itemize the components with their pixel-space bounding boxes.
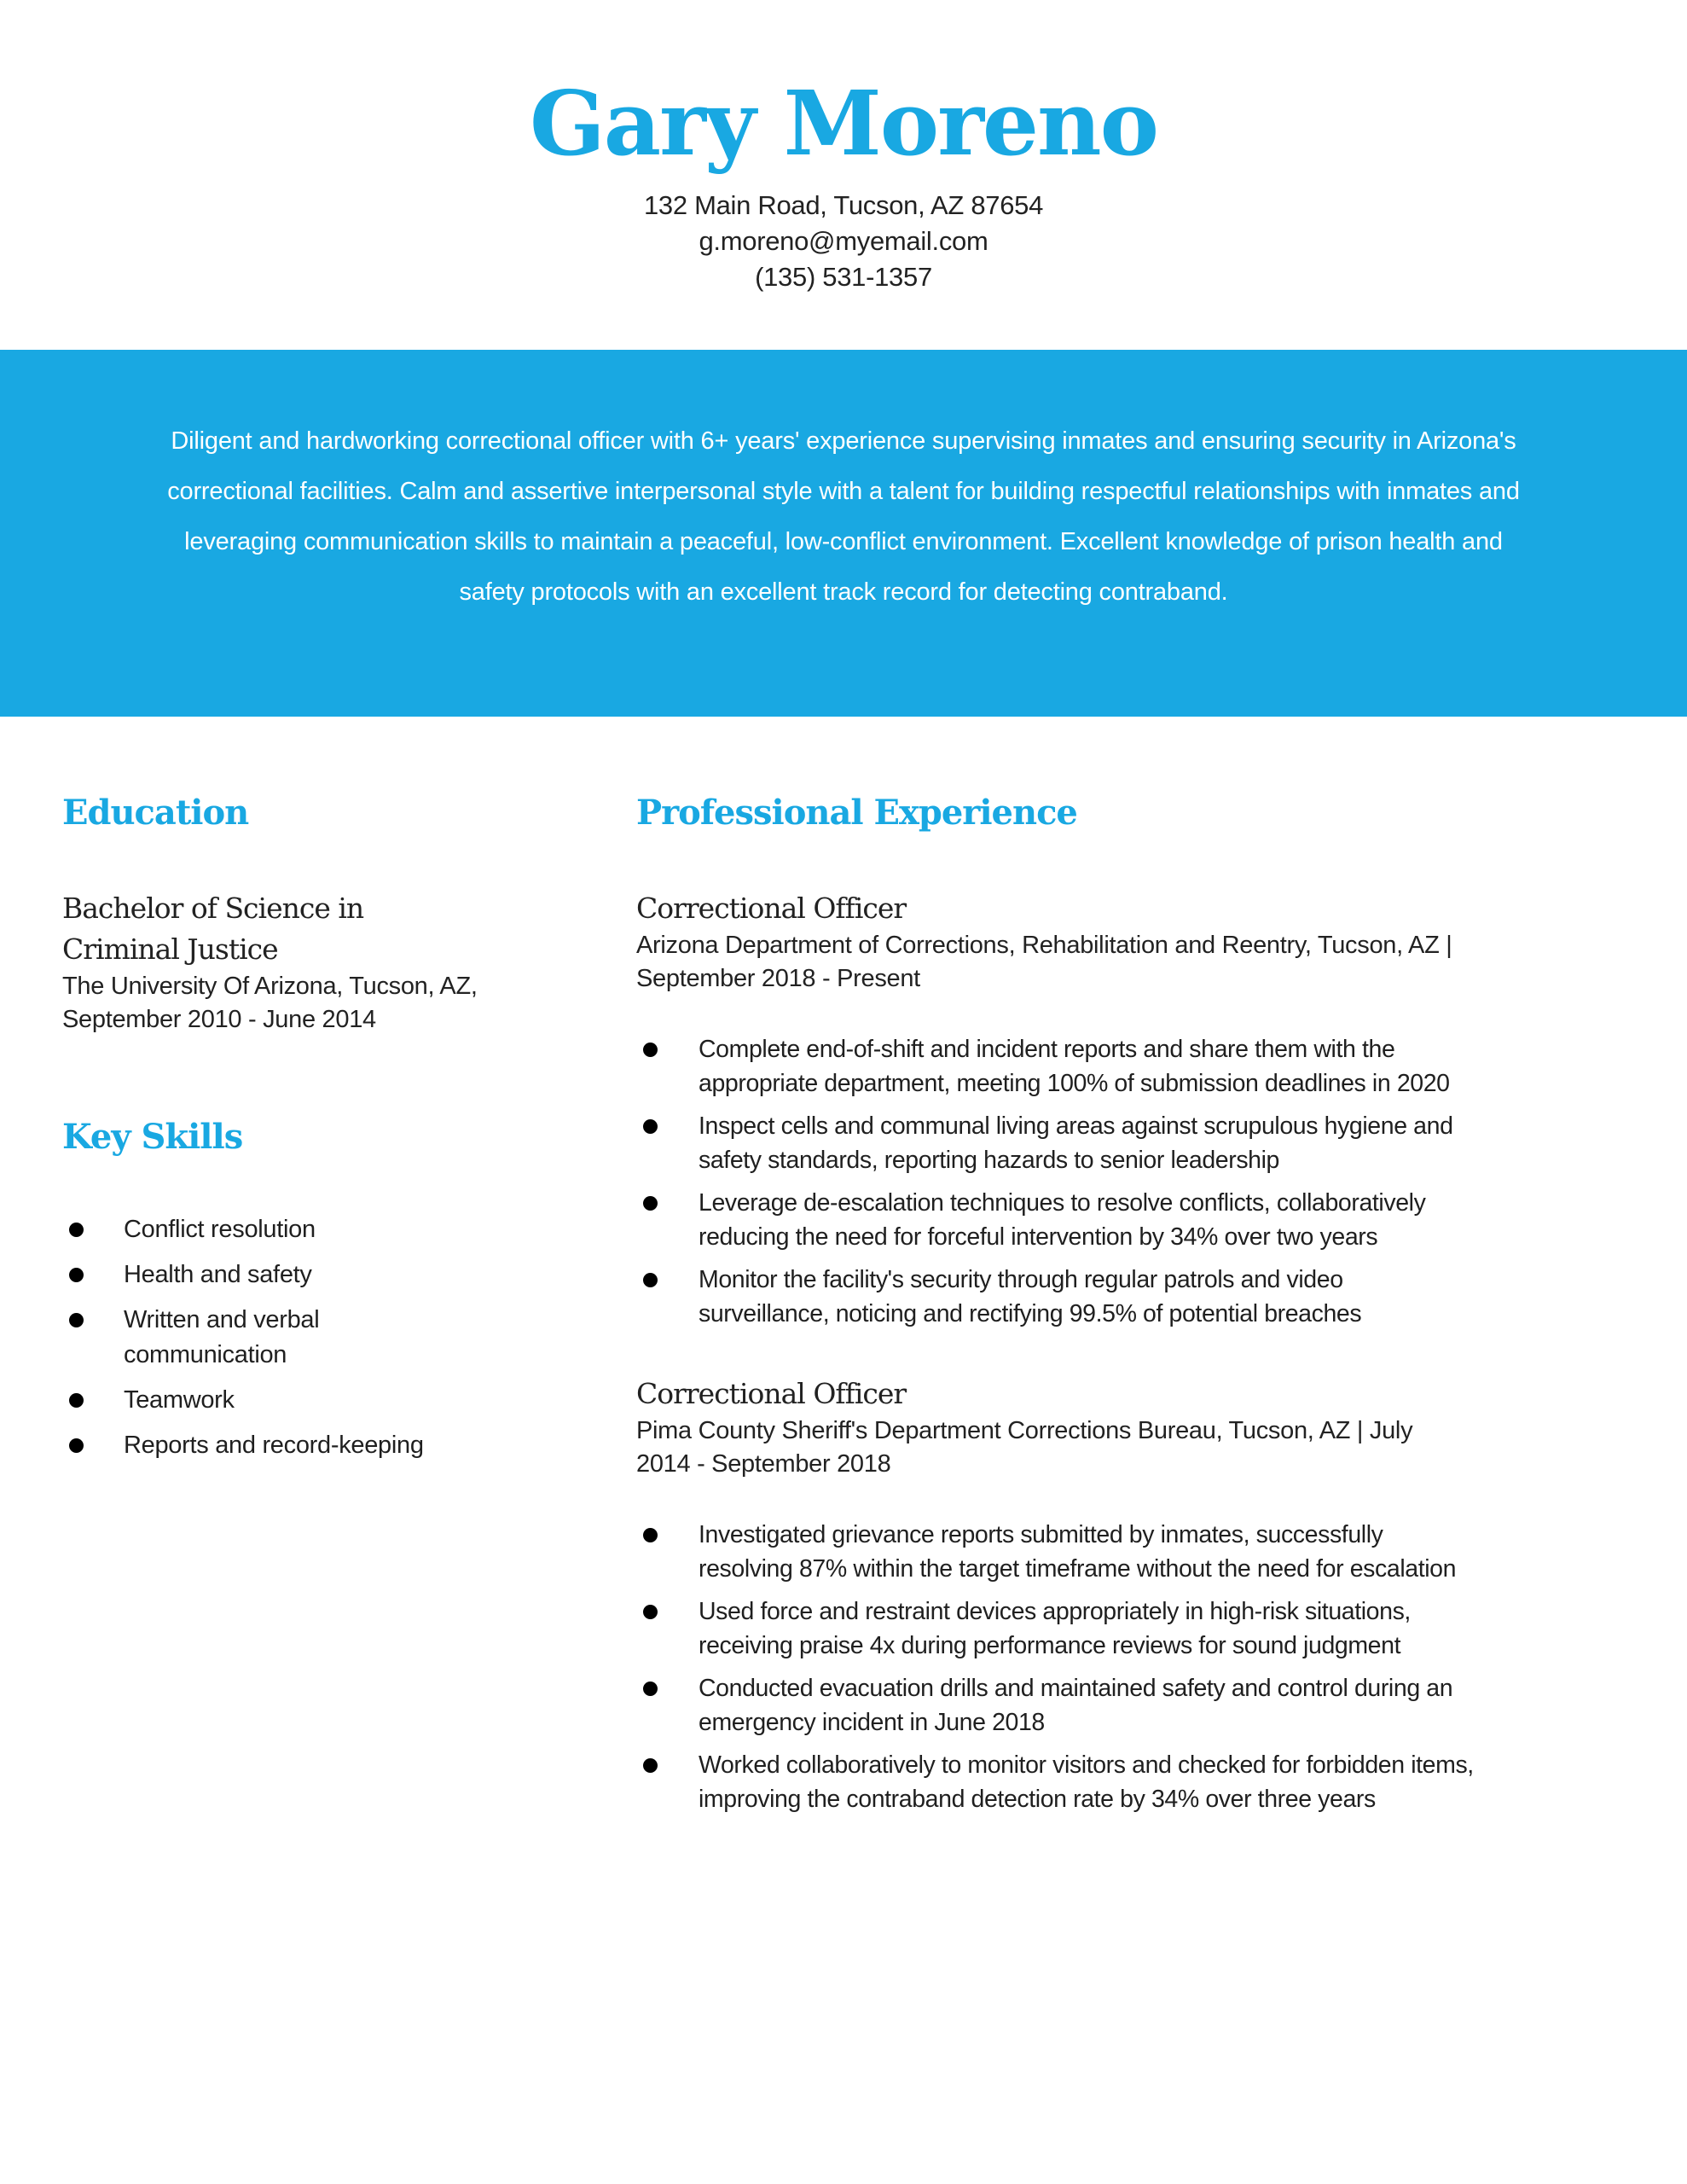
job-entry — [636, 888, 1489, 1331]
skill-item — [62, 1428, 482, 1463]
bullet-icon — [643, 1119, 658, 1134]
email: g.moreno@myemail.com — [699, 226, 988, 256]
candidate-name: Gary Moreno — [529, 71, 1158, 176]
skill-item — [62, 1212, 482, 1247]
bullet-text: Used force and restraint devices appropriately in high-risk situations, receiving praise 4x during performance reviews for sound judgment — [699, 1598, 1411, 1659]
key-skills-heading: Key Skills — [62, 1117, 243, 1157]
job-title: Correctional Officer — [636, 1377, 907, 1410]
job-bullet — [636, 1749, 1476, 1816]
skills-list — [62, 1212, 540, 1463]
address: 132 Main Road, Tucson, AZ 87654 — [643, 190, 1044, 220]
degree: Bachelor of Science in Criminal Justice — [62, 892, 364, 966]
bullet-text: Conducted evacuation drills and maintained safety and control during an emergency incident in June 2018 — [699, 1675, 1453, 1736]
skill-label: Reports and record-keeping — [124, 1432, 424, 1459]
skill-item — [62, 1383, 482, 1418]
left-column — [62, 781, 540, 1473]
skill-item — [62, 1303, 380, 1373]
experience-heading: Professional Experience — [636, 793, 1077, 833]
bullet-icon — [69, 1268, 84, 1282]
bullet-icon — [643, 1043, 658, 1057]
bullet-text: Monitor the facility's security through regular patrols and video surveillance, noticing and rectifying 99.5% of potential breaches — [699, 1266, 1362, 1327]
bullet-icon — [643, 1196, 658, 1211]
bullet-text: Inspect cells and communal living areas against scrupulous hygiene and safety standards, reporting hazards to senior leadership — [699, 1112, 1453, 1174]
bullet-text: Worked collaboratively to monitor visitors and checked for forbidden items, improving the contraband detection rate by 34% over three years — [699, 1751, 1474, 1813]
job-bullet — [636, 1672, 1476, 1740]
job-bullet — [636, 1263, 1476, 1331]
phone: (135) 531-1357 — [755, 262, 932, 292]
summary-text: Diligent and hardworking correctional officer with 6+ years' experience supervising inmates and ensuring security in Arizona's correctional facilities. Calm and assertive interpersonal style with a talent for building respectful relationships with inmates and leveraging communication skills to maintain a peaceful, low-conflict environment. Excellent knowledge of prison health and safety protocols with an excellent track record for detecting contraband. — [167, 427, 1520, 606]
bullet-icon — [643, 1758, 658, 1773]
job-bullets — [636, 1033, 1489, 1331]
school-info: The University Of Arizona, Tucson, AZ, September 2010 - June 2014 — [62, 973, 478, 1033]
bullet-icon — [643, 1605, 658, 1619]
job-entry — [636, 1374, 1489, 1816]
job-title: Correctional Officer — [636, 892, 907, 925]
job-bullet — [636, 1595, 1476, 1663]
bullet-icon — [69, 1223, 84, 1237]
job-bullet — [636, 1033, 1476, 1101]
job-meta: Pima County Sheriff's Department Corrections Bureau, Tucson, AZ | July 2014 - September 2018 — [636, 1417, 1413, 1478]
skill-label: Written and verbal communication — [124, 1306, 320, 1368]
bullet-text: Investigated grievance reports submitted by inmates, successfully resolving 87% within the target timeframe without the need for escalation — [699, 1521, 1457, 1583]
skill-item — [62, 1258, 482, 1292]
skill-label: Health and safety — [124, 1261, 312, 1288]
contact-info — [0, 188, 1687, 295]
education-heading: Education — [62, 793, 249, 833]
job-bullet — [636, 1187, 1476, 1254]
job-bullet — [636, 1519, 1476, 1586]
skill-label: Conflict resolution — [124, 1216, 316, 1243]
bullet-text: Complete end-of-shift and incident reports and share them with the appropriate department, meeting 100% of submission deadlines in 2020 — [699, 1036, 1450, 1097]
job-bullets — [636, 1519, 1489, 1816]
bullet-icon — [69, 1393, 84, 1408]
bullet-icon — [643, 1682, 658, 1696]
bullet-text: Leverage de-escalation techniques to resolve conflicts, collaboratively reducing the need for forceful intervention by 34% over two years — [699, 1189, 1426, 1251]
bullet-icon — [643, 1273, 658, 1287]
job-meta: Arizona Department of Corrections, Rehabilitation and Reentry, Tucson, AZ | September 2018 - Present — [636, 932, 1452, 992]
job-bullet — [636, 1110, 1476, 1177]
bullet-icon — [643, 1528, 658, 1542]
right-column — [636, 781, 1489, 1826]
bullet-icon — [69, 1313, 84, 1327]
skill-label: Teamwork — [124, 1386, 235, 1414]
bullet-icon — [69, 1438, 84, 1453]
